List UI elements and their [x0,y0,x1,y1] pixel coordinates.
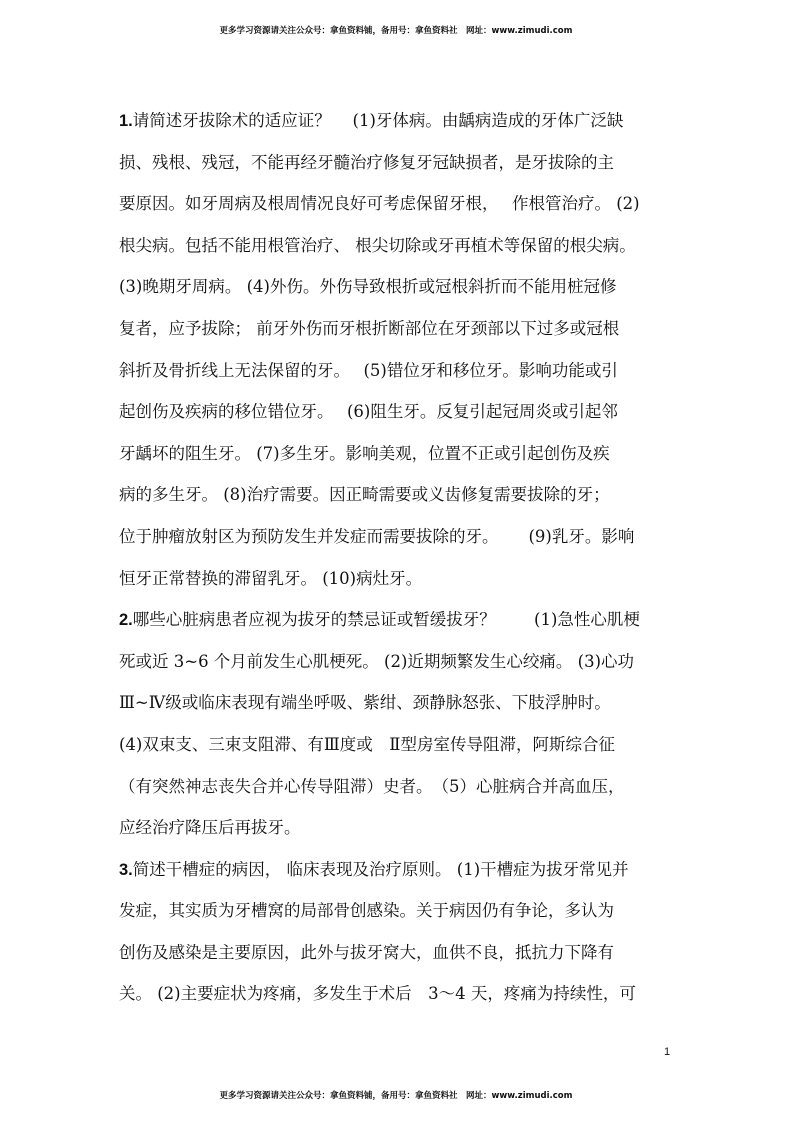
document-body [119,100,679,1015]
line-text: (4)双束支、三束支阻滞、有Ⅲ度或 Ⅱ型房室传导阻滞，阿斯综合征 [119,734,615,754]
text-line [119,266,679,308]
page-number: 1 [664,1046,671,1058]
line-text: 死或近 3~6 个月前发生心肌梗死。 (2)近期频繁发生心绞痛。 (3)心功 [119,651,635,671]
text-line [119,599,679,641]
line-text: 位于肿瘤放射区为预防发生并发症而需要拔除的牙。 (9)乳牙。影响 [119,526,635,546]
line-text: 关。 (2)主要症状为疼痛，多发生于术后 3～4 天，疼痛为持续性，可 [119,984,636,1004]
question-number: 2. [119,611,133,630]
line-text: 损、残根、残冠，不能再经牙髓治疗修复牙冠缺损者，是牙拔除的主 [119,152,614,172]
text-line [119,350,679,392]
text-line [119,766,679,808]
question-number: 1. [119,112,133,130]
text-line [119,849,679,891]
text-line [119,142,679,184]
line-text: 恒牙正常替换的滞留乳牙。 (10)病灶牙。 [119,568,423,588]
text-line [119,558,679,600]
header-banner: 更多学习资源请关注公众号：拿鱼资料铺，备用号：拿鱼资料社 网址：www.zimudi.com [219,26,573,36]
text-line [119,474,679,516]
line-text: 应经治疗降压后再拔牙。 [119,818,301,838]
line-text: 哪些心脏病患者应视为拔牙的禁忌证或暂缓拔牙？ (1)急性心肌梗 [132,610,640,630]
text-line [119,225,679,267]
line-text: 要原因。如牙周病及根周情况良好可考虑保留牙根， 作根管治疗。 (2) [119,194,640,214]
text-line [119,516,679,558]
line-text: 创伤及感染是主要原因，此外与拔牙窝大，血供不良，抵抗力下降有 [119,942,614,962]
text-line [119,308,679,350]
line-text: （有突然神志丧失合并心传导阻滞）史者。 （5）心脏病合并高血压， [119,776,625,796]
line-text: 斜折及骨折线上无法保留的牙。 (5)错位牙和移位牙。影响功能或引 [119,360,618,380]
footer-banner: 更多学习资源请关注公众号：拿鱼资料铺，备用号：拿鱼资料社 网址：www.zimudi.com [219,1091,573,1101]
text-line [119,973,679,1015]
text-line [119,932,679,974]
line-text: 起创伤及疾病的移位错位牙。 (6)阻生牙。反复引起冠周炎或引起邻 [119,402,618,422]
line-text: 简述干槽症的病因， 临床表现及治疗原则。 (1)干槽症为拔牙常见并 [132,859,629,879]
line-text: 根尖病。包括不能用根管治疗、 根尖切除或牙再植术等保留的根尖病。 [119,235,636,255]
line-text: 病的多生牙。 (8)治疗需要。因正畸需要或义齿修复需要拔除的牙； [119,485,610,505]
text-line [119,100,679,142]
text-line [119,682,679,724]
text-line [119,183,679,225]
line-text: (3)晚期牙周病。 (4)外伤。外伤导致根折或冠根斜折而不能用桩冠修 [119,277,617,297]
text-line [119,807,679,849]
line-text: Ⅲ~Ⅳ级或临床表现有端坐呼吸、紫绀、颈静脉怒张、下肢浮肿时。 [119,693,611,713]
text-line [119,391,679,433]
line-text: 复者，应予拔除； 前牙外伤而牙根折断部位在牙颈部以下过多或冠根 [119,318,620,338]
text-line [119,890,679,932]
text-line [119,641,679,683]
text-line [119,433,679,475]
line-text: 牙龋坏的阻生牙。 (7)多生牙。影响美观，位置不正或引起创伤及疾 [119,443,610,463]
text-line [119,724,679,766]
line-text: 请简述牙拔除术的适应证？ (1)牙体病。由龋病造成的牙体广泛缺 [132,111,624,130]
line-text: 发症，其实质为牙槽窝的局部骨创感染。关于病因仍有争论，多认为 [119,901,614,921]
question-number: 3. [119,860,133,879]
